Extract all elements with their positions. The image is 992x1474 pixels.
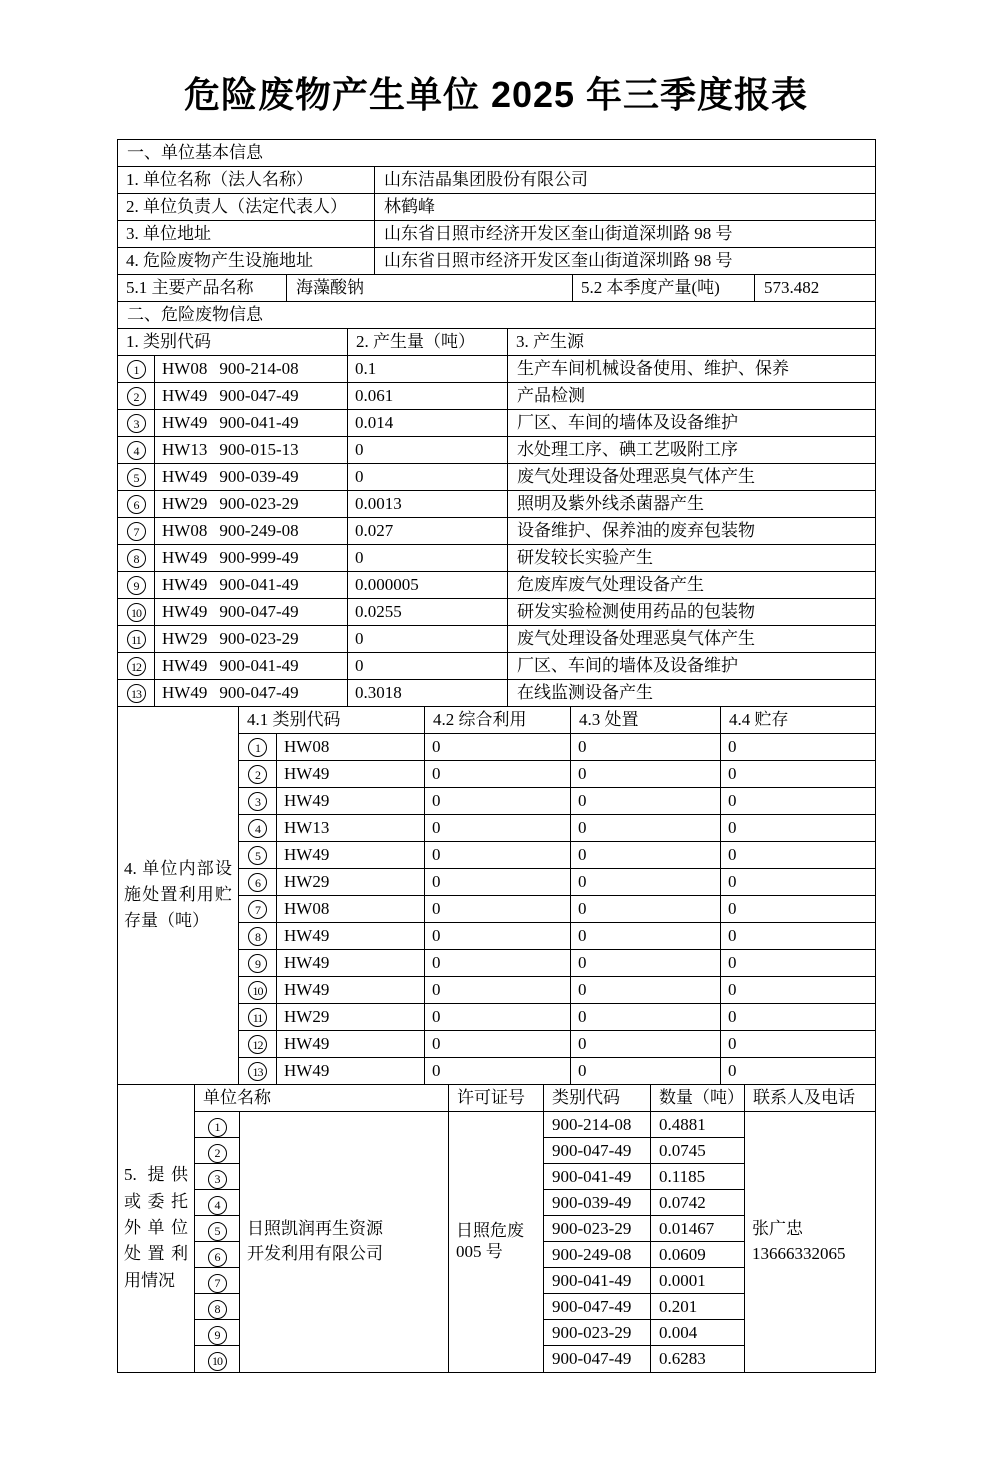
external-code: 900-047-49 <box>544 1138 650 1164</box>
internal-hw-category: HW49 <box>277 1057 425 1084</box>
info-label: 1. 单位名称（法人名称） <box>118 166 375 193</box>
external-row-number <box>195 1112 239 1138</box>
waste-amount: 0 <box>348 463 508 490</box>
product-name-value: 海藻酸钠 <box>287 274 573 301</box>
reuse-value: 0 <box>425 895 571 922</box>
row-number-badge: 7 <box>208 1274 227 1293</box>
waste-source: 危废库废气处理设备产生 <box>508 571 876 598</box>
row-number-cell <box>118 409 155 436</box>
row-number-cell <box>239 868 277 895</box>
waste-row <box>118 625 876 652</box>
waste-amount: 0 <box>348 544 508 571</box>
info-label: 2. 单位负责人（法定代表人） <box>118 193 375 220</box>
hw-category: HW49 <box>162 547 208 567</box>
col-header-41: 4.1 类别代码 <box>239 706 425 733</box>
info-row <box>118 220 876 247</box>
waste-code: 900-047-49 <box>219 601 299 621</box>
row-number-cell <box>118 382 155 409</box>
row-number-badge: 2 <box>208 1144 227 1163</box>
row-number-cell <box>118 544 155 571</box>
waste-row <box>118 652 876 679</box>
external-row-number <box>195 1138 239 1164</box>
waste-row <box>118 463 876 490</box>
waste-source: 废气处理设备处理恶臭气体产生 <box>508 625 876 652</box>
external-qty: 0.4881 <box>651 1112 744 1138</box>
reuse-value: 0 <box>425 814 571 841</box>
external-row-number <box>195 1164 239 1190</box>
row-number-badge: 9 <box>248 954 267 973</box>
product-qty-value: 573.482 <box>755 274 876 301</box>
row-number-badge: 4 <box>208 1196 227 1215</box>
page <box>0 72 992 1474</box>
row-number-cell <box>118 355 155 382</box>
row-number-badge: 2 <box>248 765 267 784</box>
info-value: 山东洁晶集团股份有限公司 <box>375 166 876 193</box>
waste-row <box>118 436 876 463</box>
dispose-value: 0 <box>571 949 721 976</box>
waste-amount: 0.3018 <box>348 679 508 706</box>
waste-code-cell <box>155 679 348 706</box>
reuse-value: 0 <box>425 1057 571 1084</box>
dispose-value: 0 <box>571 976 721 1003</box>
external-code: 900-047-49 <box>544 1294 650 1320</box>
section2-header: 二、危险废物信息 <box>118 301 876 328</box>
external-code-column <box>544 1111 651 1372</box>
row-number-badge: 4 <box>127 441 146 460</box>
waste-code: 900-015-13 <box>219 439 299 459</box>
waste-code-cell <box>155 463 348 490</box>
report-table <box>117 139 875 1373</box>
row-number-badge: 2 <box>127 387 146 406</box>
waste-row <box>118 679 876 706</box>
waste-amount: 0.000005 <box>348 571 508 598</box>
waste-code-cell <box>155 598 348 625</box>
row-number-badge: 8 <box>208 1300 227 1319</box>
row-number-badge: 1 <box>248 738 267 757</box>
waste-code: 900-249-08 <box>219 520 299 540</box>
hw-category: HW49 <box>162 385 208 405</box>
product-row <box>118 274 876 301</box>
hw-category: HW49 <box>162 412 208 432</box>
row-number-badge: 7 <box>248 900 267 919</box>
external-qty: 0.1185 <box>651 1164 744 1190</box>
waste-code-cell <box>155 382 348 409</box>
waste-row <box>118 355 876 382</box>
waste-code-cell <box>155 544 348 571</box>
external-qty: 0.201 <box>651 1294 744 1320</box>
info-value: 山东省日照市经济开发区奎山街道深圳路 98 号 <box>375 247 876 274</box>
col-header-amount: 2. 产生量（吨） <box>348 328 508 355</box>
waste-code-cell <box>155 409 348 436</box>
external-code: 900-023-29 <box>544 1216 650 1242</box>
section5-header-row <box>118 1084 876 1111</box>
waste-amount: 0.0013 <box>348 490 508 517</box>
waste-row <box>118 598 876 625</box>
external-disposal-table <box>117 1084 876 1373</box>
hw-category: HW49 <box>162 574 208 594</box>
product-name-label: 5.1 主要产品名称 <box>118 274 287 301</box>
external-qty: 0.004 <box>651 1320 744 1346</box>
hw-category: HW13 <box>162 439 208 459</box>
waste-code: 900-999-49 <box>219 547 299 567</box>
waste-code: 900-039-49 <box>219 466 299 486</box>
col-header-qty: 数量（吨） <box>651 1084 745 1111</box>
row-number-cell <box>118 652 155 679</box>
dispose-value: 0 <box>571 1030 721 1057</box>
storage-value: 0 <box>721 841 876 868</box>
info-label: 4. 危险废物产生设施地址 <box>118 247 375 274</box>
external-code: 900-039-49 <box>544 1190 650 1216</box>
row-number-badge: 13 <box>248 1062 267 1081</box>
waste-code: 900-047-49 <box>219 385 299 405</box>
external-code: 900-249-08 <box>544 1242 650 1268</box>
row-number-badge: 6 <box>208 1248 227 1267</box>
dispose-value: 0 <box>571 895 721 922</box>
row-number-cell <box>118 598 155 625</box>
storage-value: 0 <box>721 868 876 895</box>
section2-column-header-row <box>118 328 876 355</box>
col-header-44: 4.4 贮存 <box>721 706 876 733</box>
reuse-value: 0 <box>425 733 571 760</box>
storage-value: 0 <box>721 976 876 1003</box>
dispose-value: 0 <box>571 814 721 841</box>
row-number-badge: 5 <box>248 846 267 865</box>
section1-header: 一、单位基本信息 <box>118 139 876 166</box>
internal-hw-category: HW08 <box>277 733 425 760</box>
storage-value: 0 <box>721 760 876 787</box>
external-code: 900-041-49 <box>544 1164 650 1190</box>
waste-amount: 0.027 <box>348 517 508 544</box>
external-row-number <box>195 1190 239 1216</box>
waste-amount: 0 <box>348 436 508 463</box>
contact-cell <box>745 1111 876 1372</box>
waste-amount: 0 <box>348 625 508 652</box>
waste-source: 设备维护、保养油的废弃包装物 <box>508 517 876 544</box>
product-table <box>117 274 876 302</box>
col-header-source: 3. 产生源 <box>508 328 876 355</box>
row-number-cell <box>239 841 277 868</box>
reuse-value: 0 <box>425 976 571 1003</box>
storage-value: 0 <box>721 1057 876 1084</box>
section5-label: 5. 提供或委托外单位处置利用情况 <box>118 1084 195 1372</box>
waste-code-cell <box>155 490 348 517</box>
company-name: 日照凯润再生资源开发利用有限公司 <box>247 1219 383 1263</box>
hw-category: HW29 <box>162 493 208 513</box>
reuse-value: 0 <box>425 1003 571 1030</box>
internal-hw-category: HW49 <box>277 1030 425 1057</box>
col-header-ext-code: 类别代码 <box>544 1084 651 1111</box>
row-number-badge: 10 <box>248 981 267 1000</box>
row-number-cell <box>118 463 155 490</box>
row-number-cell <box>118 625 155 652</box>
reuse-value: 0 <box>425 841 571 868</box>
waste-source: 厂区、车间的墙体及设备维护 <box>508 652 876 679</box>
col-header-code: 1. 类别代码 <box>118 328 348 355</box>
internal-hw-category: HW29 <box>277 868 425 895</box>
waste-code: 900-041-49 <box>219 574 299 594</box>
external-row-number <box>195 1216 239 1242</box>
contact-person: 张广忠 <box>752 1219 803 1239</box>
reuse-value: 0 <box>425 922 571 949</box>
waste-amount: 0.061 <box>348 382 508 409</box>
waste-source: 研发较长实验产生 <box>508 544 876 571</box>
dispose-value: 0 <box>571 787 721 814</box>
info-value: 林鹤峰 <box>375 193 876 220</box>
internal-hw-category: HW49 <box>277 949 425 976</box>
section1-header-row <box>118 139 876 166</box>
row-number-cell <box>118 679 155 706</box>
row-number-cell <box>118 571 155 598</box>
row-number-badge: 9 <box>127 576 146 595</box>
waste-amount: 0.014 <box>348 409 508 436</box>
internal-hw-category: HW13 <box>277 814 425 841</box>
waste-code-cell <box>155 571 348 598</box>
row-number-cell <box>239 1057 277 1084</box>
external-qty: 0.01467 <box>651 1216 744 1242</box>
row-number-badge: 8 <box>127 549 146 568</box>
storage-value: 0 <box>721 733 876 760</box>
external-row-number <box>195 1346 239 1372</box>
section2-header-row <box>118 301 876 328</box>
row-number-badge: 13 <box>127 684 146 703</box>
waste-code: 900-047-49 <box>219 682 299 702</box>
row-number-cell <box>118 436 155 463</box>
row-number-badge: 12 <box>248 1035 267 1054</box>
row-number-cell <box>239 787 277 814</box>
external-code: 900-047-49 <box>552 1348 632 1368</box>
hw-category: HW49 <box>162 655 208 675</box>
hw-category: HW49 <box>162 682 208 702</box>
waste-amount: 0.1 <box>348 355 508 382</box>
row-number-badge: 10 <box>127 603 146 622</box>
col-header-42: 4.2 综合利用 <box>425 706 571 733</box>
storage-value: 0 <box>721 787 876 814</box>
row-number-cell <box>118 517 155 544</box>
waste-source: 照明及紫外线杀菌器产生 <box>508 490 876 517</box>
internal-disposal-table <box>117 706 876 1085</box>
dispose-value: 0 <box>571 760 721 787</box>
waste-info-table <box>117 301 876 707</box>
row-number-badge: 8 <box>248 927 267 946</box>
section4-label: 4. 单位内部设施处置利用贮存量（吨） <box>118 706 239 1084</box>
waste-row <box>118 544 876 571</box>
storage-value: 0 <box>721 895 876 922</box>
info-row <box>118 193 876 220</box>
storage-value: 0 <box>721 922 876 949</box>
external-code: 900-023-29 <box>544 1320 650 1346</box>
external-qty: 0.0001 <box>651 1268 744 1294</box>
row-number-cell <box>239 895 277 922</box>
reuse-value: 0 <box>425 1030 571 1057</box>
row-number-cell <box>118 490 155 517</box>
external-code: 900-041-49 <box>544 1268 650 1294</box>
external-qty: 0.0745 <box>651 1138 744 1164</box>
dispose-value: 0 <box>571 868 721 895</box>
hw-category: HW29 <box>162 628 208 648</box>
col-header-43: 4.3 处置 <box>571 706 721 733</box>
waste-source: 生产车间机械设备使用、维护、保养 <box>508 355 876 382</box>
waste-row <box>118 571 876 598</box>
row-number-badge: 7 <box>127 522 146 541</box>
info-value: 山东省日照市经济开发区奎山街道深圳路 98 号 <box>375 220 876 247</box>
waste-source: 产品检测 <box>508 382 876 409</box>
waste-code-cell <box>155 625 348 652</box>
waste-source: 厂区、车间的墙体及设备维护 <box>508 409 876 436</box>
external-row-number <box>195 1294 239 1320</box>
reuse-value: 0 <box>425 760 571 787</box>
info-label: 3. 单位地址 <box>118 220 375 247</box>
row-number-badge: 5 <box>127 468 146 487</box>
row-number-cell <box>239 949 277 976</box>
row-number-badge: 12 <box>127 657 146 676</box>
waste-row <box>118 409 876 436</box>
storage-value: 0 <box>721 1003 876 1030</box>
row-number-cell <box>239 760 277 787</box>
info-row <box>118 247 876 274</box>
reuse-value: 0 <box>425 868 571 895</box>
section5-body-row <box>118 1111 876 1372</box>
storage-value: 0 <box>721 814 876 841</box>
row-number-badge: 4 <box>248 819 267 838</box>
storage-value: 0 <box>721 1030 876 1057</box>
waste-source: 废气处理设备处理恶臭气体产生 <box>508 463 876 490</box>
internal-hw-category: HW49 <box>277 976 425 1003</box>
waste-code: 900-041-49 <box>219 412 299 432</box>
internal-hw-category: HW08 <box>277 895 425 922</box>
external-qty-column <box>651 1111 745 1372</box>
external-code: 900-214-08 <box>544 1112 650 1138</box>
row-number-cell <box>239 814 277 841</box>
section4-header-row <box>118 706 876 733</box>
row-number-badge: 6 <box>248 873 267 892</box>
company-name-cell <box>240 1111 449 1372</box>
hw-category: HW49 <box>162 601 208 621</box>
external-qty: 0.0609 <box>651 1242 744 1268</box>
product-qty-label: 5.2 本季度产量(吨) <box>573 274 755 301</box>
row-number-badge: 6 <box>127 495 146 514</box>
waste-source: 水处理工序、碘工艺吸附工序 <box>508 436 876 463</box>
waste-row <box>118 490 876 517</box>
page-title: 危险废物产生单位 2025 年三季度报表 <box>183 74 809 115</box>
row-number-badge: 10 <box>208 1352 227 1371</box>
dispose-value: 0 <box>571 733 721 760</box>
hw-category: HW08 <box>162 358 208 378</box>
reuse-value: 0 <box>425 787 571 814</box>
internal-hw-category: HW49 <box>277 922 425 949</box>
dispose-value: 0 <box>571 1003 721 1030</box>
reuse-value: 0 <box>425 949 571 976</box>
waste-amount: 0 <box>348 652 508 679</box>
license-number: 日照危废 005 号 <box>449 1111 544 1372</box>
row-number-badge: 1 <box>127 360 146 379</box>
internal-hw-category: HW49 <box>277 841 425 868</box>
waste-code-cell <box>155 355 348 382</box>
row-number-badge: 3 <box>248 792 267 811</box>
hw-category: HW08 <box>162 520 208 540</box>
waste-row <box>118 382 876 409</box>
col-header-contact: 联系人及电话 <box>745 1084 876 1111</box>
external-row-number <box>195 1320 239 1346</box>
info-row <box>118 166 876 193</box>
waste-code: 900-214-08 <box>219 358 299 378</box>
waste-source: 研发实验检测使用药品的包装物 <box>508 598 876 625</box>
external-qty: 0.6283 <box>659 1348 706 1368</box>
row-number-cell <box>239 976 277 1003</box>
dispose-value: 0 <box>571 1057 721 1084</box>
waste-amount: 0.0255 <box>348 598 508 625</box>
dispose-value: 0 <box>571 922 721 949</box>
dispose-value: 0 <box>571 841 721 868</box>
waste-source: 在线监测设备产生 <box>508 679 876 706</box>
external-row-number <box>195 1242 239 1268</box>
row-number-cell <box>239 1003 277 1030</box>
row-number-cell <box>239 922 277 949</box>
hw-category: HW49 <box>162 466 208 486</box>
col-header-license: 许可证号 <box>449 1084 544 1111</box>
col-header-company: 单位名称 <box>195 1084 449 1111</box>
row-number-cell <box>239 1030 277 1057</box>
row-number-badge: 11 <box>127 630 146 649</box>
row-number-badge: 3 <box>127 414 146 433</box>
row-number-cell <box>239 733 277 760</box>
internal-hw-category: HW29 <box>277 1003 425 1030</box>
waste-code: 900-023-29 <box>219 628 299 648</box>
external-qty: 0.0742 <box>651 1190 744 1216</box>
row-number-badge: 11 <box>248 1008 267 1027</box>
waste-code-cell <box>155 436 348 463</box>
storage-value: 0 <box>721 949 876 976</box>
external-number-column <box>195 1111 240 1372</box>
waste-row <box>118 517 876 544</box>
waste-code-cell <box>155 652 348 679</box>
unit-info-table <box>117 139 876 275</box>
row-number-badge: 1 <box>208 1118 227 1137</box>
waste-code: 900-023-29 <box>219 493 299 513</box>
waste-code: 900-041-49 <box>219 655 299 675</box>
internal-hw-category: HW49 <box>277 760 425 787</box>
waste-code-cell <box>155 517 348 544</box>
row-number-badge: 9 <box>208 1326 227 1345</box>
external-row-number <box>195 1268 239 1294</box>
row-number-badge: 3 <box>208 1170 227 1189</box>
row-number-badge: 5 <box>208 1222 227 1241</box>
internal-hw-category: HW49 <box>277 787 425 814</box>
contact-phone: 13666332065 <box>752 1243 846 1263</box>
